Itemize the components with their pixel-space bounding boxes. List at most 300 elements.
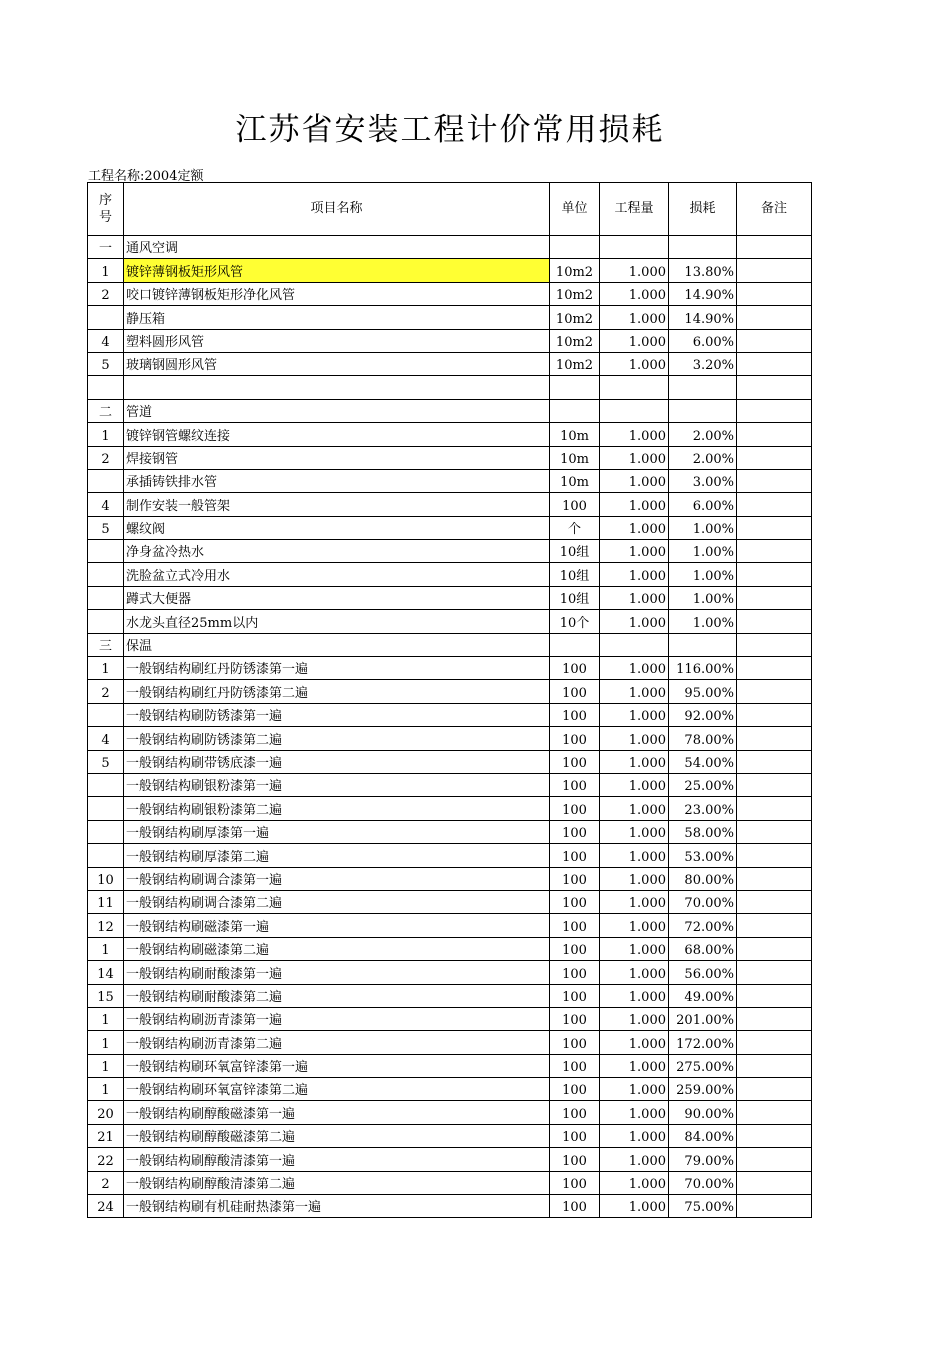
table-row [88, 352, 812, 375]
cell-name: 一般钢结构刷磁漆第一遍 [124, 914, 550, 937]
cell-no: 1 [88, 259, 124, 282]
table-row [88, 423, 812, 446]
cell-remark [737, 984, 812, 1007]
cell-unit: 100 [550, 797, 600, 820]
table-row [88, 633, 812, 656]
cell-unit: 100 [550, 1148, 600, 1171]
cell-name [124, 376, 550, 399]
cell-remark [737, 540, 812, 563]
cell-no: 5 [88, 516, 124, 539]
cell-qty: 1.000 [600, 961, 669, 984]
cell-remark [737, 633, 812, 656]
cell-no: 2 [88, 446, 124, 469]
cell-no [88, 563, 124, 586]
cell-unit: 10m [550, 423, 600, 446]
cell-remark [737, 657, 812, 680]
cell-loss: 172.00% [669, 1031, 737, 1054]
cell-unit: 10个 [550, 610, 600, 633]
cell-qty: 1.000 [600, 890, 669, 913]
cell-no: 2 [88, 282, 124, 305]
cell-loss: 3.20% [669, 352, 737, 375]
cell-qty: 1.000 [600, 680, 669, 703]
cell-unit: 100 [550, 937, 600, 960]
cell-name: 一般钢结构刷防锈漆第一遍 [124, 703, 550, 726]
cell-unit: 个 [550, 516, 600, 539]
cell-qty: 1.000 [600, 937, 669, 960]
cell-remark [737, 961, 812, 984]
cell-qty: 1.000 [600, 423, 669, 446]
cell-no: 11 [88, 890, 124, 913]
cell-name: 承插铸铁排水管 [124, 469, 550, 492]
header-no-part: 序 [98, 193, 112, 208]
cell-no [88, 844, 124, 867]
cell-unit: 100 [550, 1171, 600, 1194]
cell-no: 20 [88, 1101, 124, 1124]
table-row [88, 376, 812, 399]
cell-remark [737, 516, 812, 539]
cell-unit: 100 [550, 914, 600, 937]
cell-remark [737, 352, 812, 375]
page-title: 江苏省安装工程计价常用损耗 [235, 112, 665, 148]
cell-name: 一般钢结构刷银粉漆第一遍 [124, 773, 550, 796]
cell-remark [737, 1148, 812, 1171]
cell-name: 一般钢结构刷醇酸清漆第二遍 [124, 1171, 550, 1194]
cell-no [88, 773, 124, 796]
cell-qty: 1.000 [600, 797, 669, 820]
cell-loss: 80.00% [669, 867, 737, 890]
cell-loss: 14.90% [669, 306, 737, 329]
cell-no: 21 [88, 1124, 124, 1147]
cell-no [88, 820, 124, 843]
table-row [88, 1124, 812, 1147]
cell-unit: 100 [550, 984, 600, 1007]
cell-remark [737, 259, 812, 282]
cell-qty: 1.000 [600, 610, 669, 633]
cell-loss: 70.00% [669, 890, 737, 913]
cell-loss: 1.00% [669, 540, 737, 563]
cell-name: 一般钢结构刷厚漆第二遍 [124, 844, 550, 867]
cell-name: 保温 [124, 633, 550, 656]
cell-unit: 10组 [550, 586, 600, 609]
cell-remark [737, 937, 812, 960]
cell-unit: 10m2 [550, 282, 600, 305]
cell-name: 一般钢结构刷沥青漆第二遍 [124, 1031, 550, 1054]
cell-name: 一般钢结构刷有机硅耐热漆第一遍 [124, 1195, 550, 1218]
header-no [88, 183, 124, 236]
cell-loss: 49.00% [669, 984, 737, 1007]
cell-name: 一般钢结构刷红丹防锈漆第二遍 [124, 680, 550, 703]
cell-no [88, 540, 124, 563]
cell-qty: 1.000 [600, 540, 669, 563]
cell-unit: 100 [550, 867, 600, 890]
cell-remark [737, 493, 812, 516]
header-loss: 损耗 [669, 183, 737, 236]
cell-qty: 1.000 [600, 446, 669, 469]
cell-loss: 90.00% [669, 1101, 737, 1124]
cell-no: 1 [88, 423, 124, 446]
cell-unit [550, 236, 600, 259]
cell-qty [600, 236, 669, 259]
cell-qty: 1.000 [600, 1031, 669, 1054]
cell-unit: 10m2 [550, 329, 600, 352]
cell-unit: 100 [550, 657, 600, 680]
cell-no: 2 [88, 680, 124, 703]
cell-qty: 1.000 [600, 820, 669, 843]
cell-name: 一般钢结构刷醇酸清漆第一遍 [124, 1148, 550, 1171]
cell-loss: 116.00% [669, 657, 737, 680]
cell-name: 洗脸盆立式冷用水 [124, 563, 550, 586]
cell-no: 1 [88, 1031, 124, 1054]
cell-remark [737, 727, 812, 750]
cell-name: 通风空调 [124, 236, 550, 259]
cell-unit: 10m2 [550, 306, 600, 329]
table-row [88, 236, 812, 259]
cell-loss: 2.00% [669, 423, 737, 446]
cell-name: 一般钢结构刷带锈底漆一遍 [124, 750, 550, 773]
cell-remark [737, 586, 812, 609]
cell-remark [737, 1101, 812, 1124]
cell-remark [737, 844, 812, 867]
cell-qty [600, 376, 669, 399]
table-row [88, 961, 812, 984]
cell-unit: 100 [550, 1195, 600, 1218]
cell-no: 24 [88, 1195, 124, 1218]
table-body [88, 236, 812, 1218]
cell-no: 1 [88, 1007, 124, 1030]
cell-name: 玻璃钢圆形风管 [124, 352, 550, 375]
cell-remark [737, 1078, 812, 1101]
cell-qty: 1.000 [600, 703, 669, 726]
cell-name: 一般钢结构刷醇酸磁漆第一遍 [124, 1101, 550, 1124]
cell-unit: 10组 [550, 540, 600, 563]
table-row [88, 844, 812, 867]
cell-qty: 1.000 [600, 352, 669, 375]
table-row [88, 890, 812, 913]
table-row [88, 820, 812, 843]
cell-name: 一般钢结构刷耐酸漆第一遍 [124, 961, 550, 984]
cell-name: 蹲式大便器 [124, 586, 550, 609]
cell-unit [550, 633, 600, 656]
cell-name: 一般钢结构刷调合漆第一遍 [124, 867, 550, 890]
cell-no: 14 [88, 961, 124, 984]
project-name: 工程名称:2004定额 [88, 169, 204, 184]
cell-no: 2 [88, 1171, 124, 1194]
table-row [88, 797, 812, 820]
cell-remark [737, 1195, 812, 1218]
cell-unit: 100 [550, 844, 600, 867]
table-row [88, 1078, 812, 1101]
cell-name: 镀锌薄钢板矩形风管 [124, 259, 550, 282]
cell-unit: 100 [550, 890, 600, 913]
cell-remark [737, 1031, 812, 1054]
table-row [88, 259, 812, 282]
header-name: 项目名称 [124, 183, 550, 236]
cell-qty: 1.000 [600, 1054, 669, 1077]
cell-qty: 1.000 [600, 984, 669, 1007]
cell-remark [737, 703, 812, 726]
table-row [88, 610, 812, 633]
cell-no: 10 [88, 867, 124, 890]
cell-loss: 78.00% [669, 727, 737, 750]
cell-no [88, 703, 124, 726]
table-row [88, 750, 812, 773]
cell-remark [737, 797, 812, 820]
cell-name: 一般钢结构刷醇酸磁漆第二遍 [124, 1124, 550, 1147]
cell-unit: 100 [550, 703, 600, 726]
cell-no: 4 [88, 329, 124, 352]
table-row [88, 1007, 812, 1030]
cell-no: 1 [88, 1078, 124, 1101]
cell-qty: 1.000 [600, 1101, 669, 1124]
cell-name: 一般钢结构刷磁漆第二遍 [124, 937, 550, 960]
cell-qty: 1.000 [600, 306, 669, 329]
cell-name: 焊接钢管 [124, 446, 550, 469]
cell-remark [737, 306, 812, 329]
table-row [88, 329, 812, 352]
cell-no [88, 797, 124, 820]
table-row [88, 657, 812, 680]
table-header-row [88, 183, 812, 236]
cell-no: 1 [88, 657, 124, 680]
cell-loss: 56.00% [669, 961, 737, 984]
cell-loss: 201.00% [669, 1007, 737, 1030]
cell-remark [737, 1007, 812, 1030]
table-row [88, 1031, 812, 1054]
cell-loss [669, 399, 737, 422]
cell-loss: 70.00% [669, 1171, 737, 1194]
table-row [88, 1054, 812, 1077]
cell-remark [737, 1124, 812, 1147]
cell-loss: 58.00% [669, 820, 737, 843]
table-row [88, 516, 812, 539]
cell-name: 塑料圆形风管 [124, 329, 550, 352]
cell-unit: 10组 [550, 563, 600, 586]
cell-unit: 100 [550, 727, 600, 750]
cell-loss: 14.90% [669, 282, 737, 305]
table-row [88, 984, 812, 1007]
cell-remark [737, 423, 812, 446]
cell-qty: 1.000 [600, 867, 669, 890]
cell-remark [737, 773, 812, 796]
cell-loss [669, 633, 737, 656]
cell-loss: 6.00% [669, 493, 737, 516]
cell-qty: 1.000 [600, 586, 669, 609]
cell-qty: 1.000 [600, 1124, 669, 1147]
table-row [88, 586, 812, 609]
cell-qty: 1.000 [600, 1171, 669, 1194]
cell-name: 一般钢结构刷沥青漆第一遍 [124, 1007, 550, 1030]
cell-loss: 53.00% [669, 844, 737, 867]
cell-unit: 100 [550, 961, 600, 984]
cell-loss: 95.00% [669, 680, 737, 703]
cell-remark [737, 446, 812, 469]
cell-remark [737, 236, 812, 259]
cell-remark [737, 680, 812, 703]
table-row [88, 1171, 812, 1194]
cell-unit: 100 [550, 1101, 600, 1124]
cell-no: 1 [88, 1054, 124, 1077]
cell-remark [737, 469, 812, 492]
cell-remark [737, 610, 812, 633]
table-row [88, 399, 812, 422]
cell-no: 15 [88, 984, 124, 1007]
cell-qty: 1.000 [600, 493, 669, 516]
cell-name: 一般钢结构刷调合漆第二遍 [124, 890, 550, 913]
header-unit: 单位 [550, 183, 600, 236]
cell-remark [737, 329, 812, 352]
cell-no: 4 [88, 727, 124, 750]
cell-no: 一 [88, 236, 124, 259]
cell-unit: 100 [550, 1078, 600, 1101]
cell-qty: 1.000 [600, 1078, 669, 1101]
cell-unit: 10m2 [550, 352, 600, 375]
cell-loss: 1.00% [669, 563, 737, 586]
table-row [88, 1195, 812, 1218]
cell-qty: 1.000 [600, 259, 669, 282]
cell-unit: 100 [550, 680, 600, 703]
cell-no [88, 306, 124, 329]
cell-remark [737, 1054, 812, 1077]
cell-unit: 100 [550, 1007, 600, 1030]
cell-loss [669, 376, 737, 399]
table-row [88, 306, 812, 329]
table-row [88, 563, 812, 586]
cell-loss: 25.00% [669, 773, 737, 796]
cell-no: 三 [88, 633, 124, 656]
cell-loss: 2.00% [669, 446, 737, 469]
cell-no: 二 [88, 399, 124, 422]
cell-qty: 1.000 [600, 914, 669, 937]
cell-name: 螺纹阀 [124, 516, 550, 539]
cell-loss: 79.00% [669, 1148, 737, 1171]
cell-loss: 6.00% [669, 329, 737, 352]
cell-loss: 84.00% [669, 1124, 737, 1147]
table-row [88, 773, 812, 796]
cell-unit: 10m2 [550, 259, 600, 282]
cell-unit [550, 399, 600, 422]
cell-no [88, 469, 124, 492]
table-row [88, 282, 812, 305]
loss-table [87, 182, 812, 1218]
cell-name: 制作安装一般管架 [124, 493, 550, 516]
cell-remark [737, 914, 812, 937]
cell-unit: 100 [550, 1031, 600, 1054]
cell-remark [737, 820, 812, 843]
cell-no: 22 [88, 1148, 124, 1171]
cell-no [88, 376, 124, 399]
cell-loss: 275.00% [669, 1054, 737, 1077]
cell-qty [600, 399, 669, 422]
cell-qty: 1.000 [600, 773, 669, 796]
cell-unit [550, 376, 600, 399]
cell-name: 水龙头直径25mm以内 [124, 610, 550, 633]
cell-unit: 100 [550, 773, 600, 796]
cell-loss: 72.00% [669, 914, 737, 937]
cell-loss: 1.00% [669, 516, 737, 539]
cell-qty: 1.000 [600, 1007, 669, 1030]
cell-unit: 10m [550, 469, 600, 492]
cell-loss: 1.00% [669, 586, 737, 609]
table-row [88, 937, 812, 960]
cell-name: 一般钢结构刷环氧富锌漆第一遍 [124, 1054, 550, 1077]
cell-no [88, 586, 124, 609]
cell-loss: 13.80% [669, 259, 737, 282]
cell-name: 一般钢结构刷防锈漆第二遍 [124, 727, 550, 750]
cell-qty: 1.000 [600, 1148, 669, 1171]
table-row [88, 540, 812, 563]
cell-qty: 1.000 [600, 329, 669, 352]
cell-no: 1 [88, 937, 124, 960]
header-no-part: 号 [98, 210, 112, 225]
table-row [88, 446, 812, 469]
cell-name: 咬口镀锌薄钢板矩形净化风管 [124, 282, 550, 305]
cell-qty: 1.000 [600, 727, 669, 750]
cell-remark [737, 890, 812, 913]
cell-loss: 68.00% [669, 937, 737, 960]
cell-loss: 3.00% [669, 469, 737, 492]
cell-unit: 100 [550, 493, 600, 516]
table-row [88, 1101, 812, 1124]
cell-unit: 100 [550, 1124, 600, 1147]
cell-unit: 10m [550, 446, 600, 469]
cell-remark [737, 282, 812, 305]
cell-name: 一般钢结构刷环氧富锌漆第二遍 [124, 1078, 550, 1101]
table-row [88, 469, 812, 492]
header-remark: 备注 [737, 183, 812, 236]
cell-qty: 1.000 [600, 1195, 669, 1218]
cell-no: 12 [88, 914, 124, 937]
cell-remark [737, 399, 812, 422]
table-row [88, 680, 812, 703]
cell-loss: 259.00% [669, 1078, 737, 1101]
cell-qty [600, 633, 669, 656]
cell-name: 一般钢结构刷红丹防锈漆第一遍 [124, 657, 550, 680]
cell-loss: 54.00% [669, 750, 737, 773]
table-row [88, 867, 812, 890]
table-row [88, 493, 812, 516]
cell-remark [737, 563, 812, 586]
cell-qty: 1.000 [600, 563, 669, 586]
cell-qty: 1.000 [600, 657, 669, 680]
cell-name: 一般钢结构刷银粉漆第二遍 [124, 797, 550, 820]
cell-unit: 100 [550, 750, 600, 773]
cell-remark [737, 750, 812, 773]
table-row [88, 703, 812, 726]
cell-name: 一般钢结构刷耐酸漆第二遍 [124, 984, 550, 1007]
cell-loss: 75.00% [669, 1195, 737, 1218]
cell-loss: 1.00% [669, 610, 737, 633]
cell-no: 5 [88, 352, 124, 375]
table-row [88, 1148, 812, 1171]
cell-remark [737, 376, 812, 399]
cell-unit: 100 [550, 820, 600, 843]
cell-unit: 100 [550, 1054, 600, 1077]
header-qty: 工程量 [600, 183, 669, 236]
cell-name: 镀锌钢管螺纹连接 [124, 423, 550, 446]
cell-no [88, 610, 124, 633]
table-row [88, 727, 812, 750]
cell-no: 4 [88, 493, 124, 516]
cell-qty: 1.000 [600, 844, 669, 867]
cell-qty: 1.000 [600, 282, 669, 305]
cell-qty: 1.000 [600, 516, 669, 539]
cell-name: 净身盆冷热水 [124, 540, 550, 563]
table-row [88, 914, 812, 937]
cell-qty: 1.000 [600, 469, 669, 492]
cell-name: 静压箱 [124, 306, 550, 329]
cell-qty: 1.000 [600, 750, 669, 773]
cell-remark [737, 1171, 812, 1194]
